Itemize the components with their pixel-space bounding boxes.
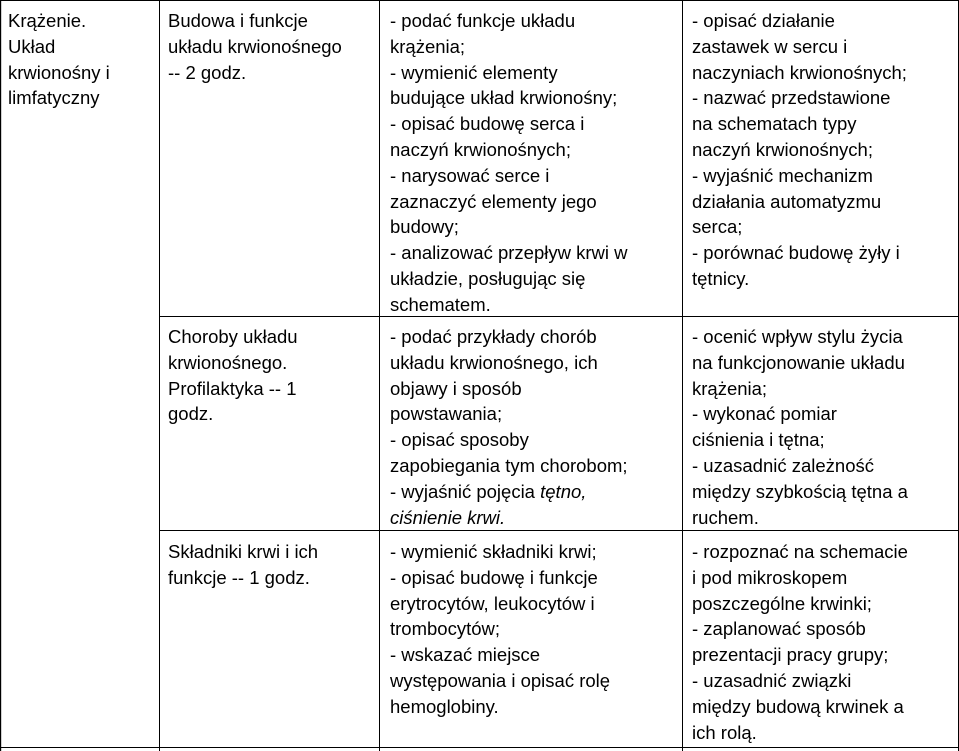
unit-line: Profilaktyka -- 1 (168, 377, 297, 399)
basic-line: - opisać sposoby (390, 429, 529, 451)
extended-line: - porównać budowę żyły i (692, 242, 900, 264)
extended-line: - wykonać pomiar (692, 403, 837, 425)
basic-line: schematem. (390, 293, 491, 315)
extended-line: zastawek w sercu i (692, 35, 848, 57)
border-bottom (0, 747, 959, 748)
extended-line: między szybkością tętna a (692, 480, 908, 502)
extended-line: - uzasadnić związki (692, 669, 852, 691)
unit-line: Choroby układu (168, 326, 298, 347)
basic-line: objawy i sposób (390, 377, 522, 399)
basic-line: - wskazać miejsce (390, 644, 541, 666)
basic-line: - analizować przepływ krwi w (390, 242, 628, 264)
extended-line: i pod mikroskopem (692, 566, 848, 588)
extended-line: między budową krwinek a (692, 695, 904, 717)
basic-line: występowania i opisać rolę (390, 669, 611, 691)
unit-line: Składniki krwi i ich (168, 541, 319, 562)
unit-line: Budowa i funkcje (168, 10, 308, 31)
extended-line: - wyjaśnić mechanizm (692, 164, 873, 186)
extended-line: - opisać działanie (692, 10, 835, 31)
basic-line: - narysować serce i (390, 164, 550, 186)
basic-line: budowy; (390, 216, 459, 238)
extended-line: - uzasadnić zależność (692, 454, 875, 476)
basic-line: - wymienić elementy (390, 61, 558, 83)
unit-line: godz. (168, 403, 214, 425)
border-top (0, 0, 959, 1)
extended-line: ich rolą. (692, 721, 757, 743)
extended-line: działania automatyzmu (692, 190, 882, 212)
basic-line: powstawania; (390, 403, 503, 425)
basic-req-cell (390, 539, 680, 720)
extended-req-cell (692, 8, 956, 292)
border-left (0, 0, 1, 751)
unit-line: -- 2 godz. (168, 61, 247, 83)
unit-cell (168, 8, 376, 85)
unit-line: funkcje -- 1 godz. (168, 566, 310, 588)
basic-line: naczyń krwionośnych; (390, 138, 571, 160)
topic-line: limfatyczny (8, 87, 100, 109)
basic-req-cell (390, 324, 680, 530)
extended-line: naczyniach krwionośnych; (692, 61, 907, 83)
basic-line: ciśnienie krwi. (390, 506, 506, 528)
basic-line: układu krwionośnego, ich (390, 351, 598, 373)
basic-line: krążenia; (390, 35, 466, 57)
basic-line: - podać przykłady chorób (390, 326, 597, 347)
topic-line: Układ (8, 35, 56, 57)
basic-line: trombocytów; (390, 618, 501, 640)
basic-line: - opisać budowę serca i (390, 113, 585, 135)
extended-line: naczyń krwionośnych; (692, 138, 873, 160)
extended-line: na funkcjonowanie układu (692, 351, 905, 373)
border-col2 (379, 0, 380, 751)
topic-line: Krążenie. (8, 10, 87, 31)
basic-line (390, 479, 680, 505)
unit-cell (168, 539, 376, 591)
topic-cell (8, 8, 156, 111)
extended-line: serca; (692, 216, 743, 238)
border-col1 (159, 0, 160, 751)
topic-line: krwionośny i (8, 61, 110, 83)
extended-line: prezentacji pracy grupy; (692, 644, 889, 666)
basic-line: - wymienić składniki krwi; (390, 541, 597, 562)
extended-line: poszczególne krwinki; (692, 592, 872, 614)
basic-line: - opisać budowę i funkcje (390, 566, 598, 588)
basic-line: - podać funkcje układu (390, 10, 576, 31)
unit-cell (168, 324, 376, 427)
basic-italic-term: tętno, (540, 480, 587, 502)
unit-line: krwionośnego. (168, 351, 288, 373)
extended-line: - rozpoznać na schemacie (692, 541, 908, 562)
extended-line: - ocenić wpływ stylu życia (692, 326, 903, 347)
basic-line: budujące układ krwionośny; (390, 87, 618, 109)
extended-line: tętnicy. (692, 267, 750, 289)
basic-line: zaznaczyć elementy jego (390, 190, 597, 212)
basic-req-cell (390, 8, 680, 318)
basic-line: erytrocytów, leukocytów i (390, 592, 595, 614)
extended-req-cell (692, 324, 956, 530)
extended-req-cell (692, 539, 956, 745)
unit-line: układu krwionośnego (168, 35, 342, 57)
border-col3 (682, 0, 683, 751)
extended-line: ruchem. (692, 506, 759, 528)
extended-line: - zaplanować sposób (692, 618, 866, 640)
extended-line: krążenia; (692, 377, 768, 399)
extended-line: - nazwać przedstawione (692, 87, 891, 109)
basic-line: układzie, posługując się (390, 267, 586, 289)
extended-line: na schematach typy (692, 113, 857, 135)
extended-line: ciśnienia i tętna; (692, 429, 825, 451)
basic-line: hemoglobiny. (390, 695, 499, 717)
basic-line: zapobiegania tym chorobom; (390, 454, 628, 476)
basic-line-text: - wyjaśnić pojęcia (390, 480, 541, 502)
